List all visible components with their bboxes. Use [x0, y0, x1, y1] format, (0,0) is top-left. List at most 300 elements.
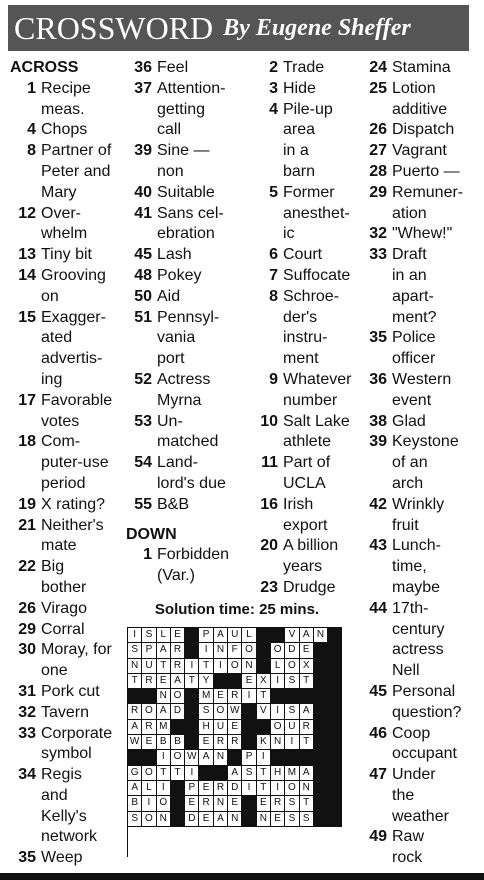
clue-text: Pokey — [157, 266, 202, 284]
clue-text: Weep — [41, 849, 83, 867]
clue-number: 6 — [269, 246, 278, 264]
grid-block — [314, 659, 328, 674]
clue-item — [10, 724, 122, 766]
clue-text: Corporate symbol — [41, 724, 113, 763]
grid-cell: L — [157, 628, 171, 643]
grid-cell: U — [228, 628, 242, 643]
grid-block — [185, 720, 199, 735]
clue-number: 49 — [369, 828, 387, 846]
grid-cell: R — [300, 720, 314, 735]
clue-text: Un- matched — [157, 412, 219, 451]
grid-block — [300, 689, 314, 704]
clue-number: 12 — [18, 204, 36, 222]
grid-cell: P — [242, 750, 256, 765]
clue-number: 51 — [134, 308, 152, 326]
grid-cell: N — [157, 812, 171, 827]
grid-block — [314, 735, 328, 750]
clue-item — [126, 183, 244, 204]
grid-cell: I — [242, 781, 256, 796]
clue-item — [10, 703, 122, 724]
grid-block — [300, 750, 314, 765]
grid-block — [314, 643, 328, 658]
grid-block — [328, 781, 342, 796]
grid-block — [242, 735, 256, 750]
clue-item — [126, 495, 244, 516]
grid-block — [142, 750, 156, 765]
clue-text: Glad — [392, 412, 426, 430]
grid-cell: T — [300, 796, 314, 811]
grid-cell: S — [128, 643, 142, 658]
grid-cell: O — [171, 689, 185, 704]
clue-item — [252, 245, 358, 266]
grid-cell: D — [171, 704, 185, 719]
clue-text: Favorable votes — [41, 391, 113, 430]
grid-block — [314, 750, 328, 765]
grid-cell: N — [214, 750, 228, 765]
clue-number: 27 — [369, 142, 387, 160]
clue-item — [10, 495, 122, 516]
clue-number: 48 — [134, 266, 152, 284]
grid-cell: O — [171, 750, 185, 765]
clue-number: 21 — [18, 516, 36, 534]
grid-cell: E — [228, 720, 242, 735]
grid-cell: R — [171, 643, 185, 658]
grid-cell: M — [199, 689, 213, 704]
clue-item — [126, 545, 244, 587]
grid-cell: S — [242, 766, 256, 781]
clue-number: 9 — [269, 370, 278, 388]
clue-number: 5 — [269, 183, 278, 201]
grid-block — [314, 689, 328, 704]
clue-number: 29 — [369, 183, 387, 201]
grid-cell: P — [185, 781, 199, 796]
clue-number: 41 — [134, 204, 152, 222]
grid-cell: N — [214, 643, 228, 658]
section-gap — [126, 516, 244, 525]
grid-cell: A — [171, 674, 185, 689]
clue-text: Recipe meas. — [41, 79, 91, 118]
clue-number: 50 — [134, 287, 152, 305]
clue-number: 39 — [369, 433, 387, 451]
clue-item — [252, 79, 358, 100]
clue-item — [10, 79, 122, 121]
clue-item — [10, 141, 122, 203]
clue-item — [10, 620, 122, 641]
grid-cell: X — [257, 674, 271, 689]
grid-cell: N — [271, 735, 285, 750]
grid-cell: A — [228, 766, 242, 781]
grid-cell: A — [128, 720, 142, 735]
grid-cell: E — [199, 812, 213, 827]
grid-block — [242, 704, 256, 719]
clue-item — [252, 412, 358, 454]
clue-text: Stamina — [392, 59, 451, 76]
grid-cell: S — [285, 796, 299, 811]
clue-item — [126, 204, 244, 246]
grid-cell: S — [285, 674, 299, 689]
grid-block — [171, 781, 185, 796]
grid-block — [199, 766, 213, 781]
clue-text: Hide — [283, 79, 316, 97]
clue-text: Land- lord's due — [157, 454, 226, 492]
grid-cell: F — [228, 643, 242, 658]
clue-item — [252, 100, 358, 183]
clue-number: 4 — [27, 121, 36, 139]
clue-number: 29 — [18, 620, 36, 638]
grid-cell: A — [128, 781, 142, 796]
clue-number: 45 — [134, 246, 152, 264]
clue-number: 23 — [260, 578, 278, 596]
grid-cell: U — [142, 659, 156, 674]
grid-cell: T — [257, 689, 271, 704]
clue-number: 33 — [369, 246, 387, 264]
clue-number: 20 — [260, 537, 278, 555]
grid-block — [271, 689, 285, 704]
grid-block — [171, 796, 185, 811]
grid-cell: I — [157, 750, 171, 765]
clue-number: 35 — [18, 849, 36, 867]
clue-text: Wrinkly fruit — [392, 495, 445, 534]
clue-text: Over- whelm — [41, 204, 88, 243]
clue-text: Tiny bit — [41, 246, 92, 264]
banner-byline: By Eugene Sheffer — [223, 14, 411, 41]
grid-block — [328, 659, 342, 674]
grid-cell: E — [214, 689, 228, 704]
grid-block — [314, 796, 328, 811]
clue-text: Salt Lake athlete — [283, 412, 350, 451]
grid-block — [314, 720, 328, 735]
grid-cell: T — [157, 659, 171, 674]
grid-cell: A — [300, 704, 314, 719]
clue-number: 14 — [18, 266, 36, 284]
grid-cell: I — [157, 781, 171, 796]
grid-block — [328, 796, 342, 811]
clue-number: 47 — [369, 766, 387, 784]
grid-cell: T — [199, 659, 213, 674]
clue-item — [252, 287, 358, 370]
grid-cell: A — [157, 643, 171, 658]
grid-block — [328, 812, 342, 827]
grid-cell: R — [228, 689, 242, 704]
clue-item — [10, 204, 122, 246]
clue-item — [361, 827, 473, 869]
clue-number: 19 — [18, 495, 36, 513]
clue-text: Aid — [157, 287, 181, 305]
clue-number: 54 — [134, 454, 152, 472]
clue-item — [361, 58, 473, 79]
grid-cell: O — [142, 812, 156, 827]
grid-block — [128, 750, 142, 765]
clue-number: 3 — [269, 79, 278, 97]
clue-number: 18 — [18, 433, 36, 451]
grid-cell: N — [157, 689, 171, 704]
grid-cell: T — [257, 766, 271, 781]
grid-block — [328, 704, 342, 719]
grid-cell: T — [300, 674, 314, 689]
grid-block — [257, 643, 271, 658]
clue-item — [361, 432, 473, 494]
grid-cell: S — [142, 628, 156, 643]
grid-cell: T — [128, 674, 142, 689]
grid-block — [257, 628, 271, 643]
clue-item — [10, 640, 122, 682]
grid-cell: I — [242, 689, 256, 704]
clue-item — [126, 79, 244, 141]
grid-block — [328, 750, 342, 765]
grid-cell: R — [142, 720, 156, 735]
clue-number: 13 — [18, 246, 36, 264]
grid-cell: E — [300, 643, 314, 658]
grid-cell: R — [214, 735, 228, 750]
grid-block — [228, 674, 242, 689]
clue-text: Grooving on — [41, 266, 106, 305]
clue-item — [361, 599, 473, 682]
clue-item — [10, 557, 122, 599]
clue-text: Raw rock — [392, 828, 425, 867]
clue-text: Regis and Kelly's network — [41, 766, 98, 846]
clue-number: 26 — [18, 599, 36, 617]
grid-cell: T — [185, 674, 199, 689]
clue-text: Moray, for one — [41, 641, 112, 680]
grid-block — [185, 704, 199, 719]
grid-cell: A — [300, 766, 314, 781]
grid-cell: S — [285, 704, 299, 719]
clue-item — [361, 328, 473, 370]
clue-item — [10, 599, 122, 620]
clue-item — [361, 765, 473, 827]
clue-item — [10, 308, 122, 391]
grid-cell: U — [285, 720, 299, 735]
clue-number: 11 — [261, 454, 278, 472]
clue-item — [361, 162, 473, 183]
clue-number: 1 — [27, 79, 36, 97]
clue-item — [126, 412, 244, 454]
grid-cell: L — [242, 628, 256, 643]
clue-text: Under the weather — [392, 766, 449, 825]
grid-cell: I — [271, 781, 285, 796]
clue-item — [10, 516, 122, 558]
grid-block — [128, 689, 142, 704]
clue-item — [361, 79, 473, 121]
clue-item — [10, 120, 122, 141]
grid-cell: R — [142, 674, 156, 689]
grid-block — [171, 720, 185, 735]
clue-number: 37 — [134, 79, 152, 97]
grid-block — [242, 720, 256, 735]
grid-cell: E — [142, 735, 156, 750]
grid-cell: I — [142, 796, 156, 811]
grid-cell: D — [285, 643, 299, 658]
grid-cell: R — [214, 781, 228, 796]
grid-cell: W — [128, 735, 142, 750]
clue-text: Suitable — [157, 183, 215, 201]
grid-cell: I — [185, 766, 199, 781]
grid-cell: L — [271, 659, 285, 674]
grid-cell: V — [257, 704, 271, 719]
clue-text: Big bother — [41, 558, 87, 596]
clue-item — [252, 453, 358, 495]
grid-cell: Y — [199, 674, 213, 689]
grid-cell: B — [128, 796, 142, 811]
grid-block — [328, 628, 342, 643]
grid-block — [214, 766, 228, 781]
clue-number: 36 — [369, 370, 387, 388]
grid-cell: R — [171, 659, 185, 674]
clue-item — [361, 224, 473, 245]
clue-item — [126, 141, 244, 183]
clue-number: 22 — [18, 558, 36, 576]
clue-text: Keystone of an arch — [392, 433, 459, 492]
grid-block — [142, 689, 156, 704]
grid-block — [257, 659, 271, 674]
grid-cell: I — [285, 735, 299, 750]
clue-text: Forbidden (Var.) — [157, 546, 230, 585]
clue-number: 52 — [134, 370, 152, 388]
clue-number: 4 — [269, 100, 278, 118]
grid-cell: I — [185, 659, 199, 674]
clue-number: 34 — [18, 766, 36, 784]
clue-item — [252, 58, 358, 79]
clue-text: B&B — [157, 495, 190, 513]
grid-cell: O — [242, 643, 256, 658]
clue-item — [10, 432, 122, 494]
grid-cell: H — [271, 766, 285, 781]
clue-text: Partner of Peter and Mary — [41, 142, 112, 201]
clue-column-1 — [10, 58, 122, 869]
grid-cell: N — [300, 781, 314, 796]
grid-cell: T — [257, 781, 271, 796]
clue-number: 1 — [143, 546, 152, 564]
clue-text: Former anesthet- ic — [283, 183, 350, 243]
grid-block — [214, 674, 228, 689]
grid-block — [185, 643, 199, 658]
clue-text: Personal question? — [392, 682, 462, 721]
grid-cell: S — [300, 812, 314, 827]
grid-cell: O — [285, 659, 299, 674]
grid-cell: L — [142, 781, 156, 796]
crossword-grid — [127, 627, 342, 857]
clue-text: Lotion additive — [392, 79, 448, 118]
clue-text: Pile-up area in a barn — [283, 100, 333, 180]
clue-column-2 — [126, 58, 244, 587]
grid-cell: W — [228, 704, 242, 719]
clue-text: A billion years — [283, 537, 339, 576]
grid-cell: R — [199, 796, 213, 811]
clue-text: Dispatch — [392, 121, 455, 139]
grid-block — [242, 796, 256, 811]
clue-text: Exagger- ated advertis- ing — [41, 308, 106, 388]
grid-cell: E — [157, 674, 171, 689]
clue-text: Virago — [41, 599, 87, 617]
clue-item — [361, 495, 473, 537]
clue-text: Puerto — — [392, 162, 460, 180]
clue-number: 55 — [134, 495, 152, 513]
clue-text: Corral — [41, 620, 85, 638]
grid-cell: E — [199, 781, 213, 796]
clue-text: Coop occupant — [392, 724, 457, 763]
grid-cell: P — [199, 628, 213, 643]
grid-cell: E — [199, 735, 213, 750]
clue-item — [361, 183, 473, 225]
clue-number: 30 — [18, 641, 36, 659]
clue-item — [126, 58, 244, 79]
grid-cell: A — [300, 628, 314, 643]
clue-item — [361, 245, 473, 328]
grid-cell: W — [185, 750, 199, 765]
clue-item — [10, 765, 122, 848]
clue-number: 8 — [27, 142, 36, 160]
clue-item — [252, 183, 358, 245]
grid-cell: I — [257, 750, 271, 765]
grid-cell: I — [199, 643, 213, 658]
grid-block — [185, 628, 199, 643]
clue-column-4 — [361, 58, 473, 869]
clue-item — [361, 682, 473, 724]
clue-number: 40 — [134, 183, 152, 201]
grid-block — [271, 628, 285, 643]
grid-cell: S — [199, 704, 213, 719]
clue-text: Neither's mate — [41, 516, 104, 555]
grid-cell: O — [214, 704, 228, 719]
section-heading: ACROSS — [10, 59, 79, 76]
clue-item — [10, 391, 122, 433]
grid-cell: O — [142, 704, 156, 719]
clue-text: Attention- getting call — [157, 79, 226, 139]
clue-text: Pork cut — [41, 682, 100, 700]
clue-item — [126, 245, 244, 266]
clue-text: Remuner- ation — [392, 183, 464, 222]
clue-text: Irish export — [283, 495, 328, 534]
grid-cell: R — [271, 796, 285, 811]
clue-text: Feel — [157, 59, 189, 76]
clue-number: 38 — [369, 412, 387, 430]
clue-item — [252, 495, 358, 537]
clue-item — [361, 536, 473, 598]
grid-cell: O — [271, 643, 285, 658]
clue-number: 33 — [18, 724, 36, 742]
grid-cell: R — [128, 704, 142, 719]
clue-text: Drudge — [283, 578, 336, 596]
solution-time: Solution time: 25 mins. — [154, 601, 320, 618]
clue-text: 17th- century actress Nell — [392, 599, 445, 680]
grid-block — [185, 689, 199, 704]
grid-cell: E — [228, 796, 242, 811]
grid-cell: M — [157, 720, 171, 735]
clue-item — [126, 370, 244, 412]
clue-item — [10, 245, 122, 266]
grid-cell: M — [285, 766, 299, 781]
grid-cell: A — [199, 750, 213, 765]
grid-cell: O — [228, 659, 242, 674]
clue-number: 26 — [369, 121, 387, 139]
grid-cell: A — [157, 704, 171, 719]
grid-cell: P — [142, 643, 156, 658]
grid-cell: H — [199, 720, 213, 735]
clue-text: Trade — [283, 59, 325, 76]
clue-number: 10 — [260, 412, 278, 430]
clue-number: 45 — [369, 682, 387, 700]
grid-cell: S — [285, 812, 299, 827]
clue-item — [361, 724, 473, 766]
grid-cell: N — [257, 812, 271, 827]
clue-item — [252, 536, 358, 578]
grid-cell: N — [314, 628, 328, 643]
grid-cell: E — [257, 796, 271, 811]
grid-cell: O — [142, 766, 156, 781]
grid-block — [314, 704, 328, 719]
grid-block — [314, 781, 328, 796]
grid-cell: R — [228, 735, 242, 750]
